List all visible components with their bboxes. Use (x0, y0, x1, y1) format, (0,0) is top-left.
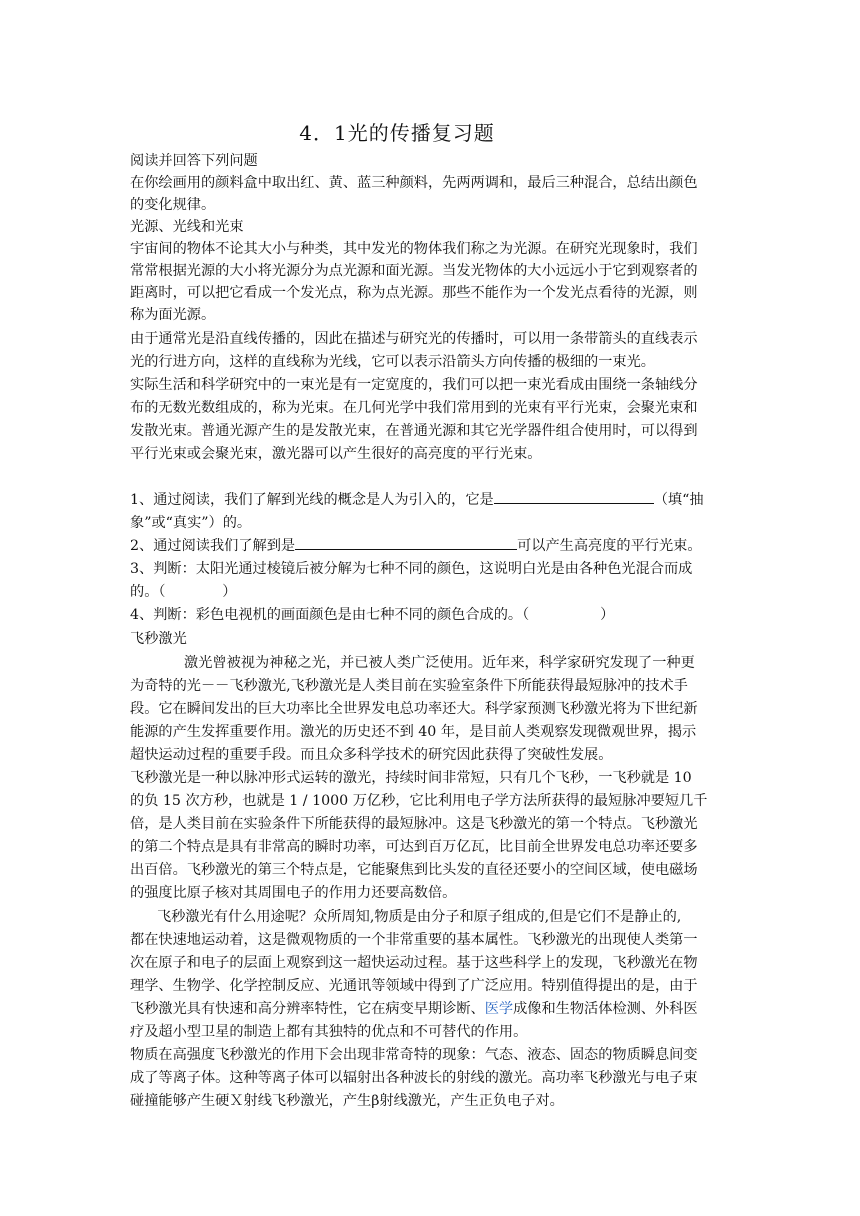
section-heading-femtosecond: 飞秒激光 (130, 631, 187, 647)
question-1-hint: （填“抽 (653, 492, 704, 508)
paragraph-line: 飞秒激光有什么用途呢？众所周知,物质是由分子和原子组成的,但是它们不是静止的, (157, 909, 682, 925)
paragraph-line: 常常根据光源的大小将光源分为点光源和面光源。当发光物体的大小远远小于它到观察者的 (130, 263, 698, 279)
paragraph-line: 疗及超小型卫星的制造上都有其独特的优点和不可替代的作用。 (130, 1024, 528, 1040)
paragraph-line: 激光曾被视为神秘之光，并已被人类广泛使用。近年来，科学家研究发现了一种更 (184, 655, 695, 671)
paragraph-line: 段。它在瞬间发出的巨大功率比全世界发电总功率还大。科学家预测飞秒激光将为下世纪新 (130, 701, 698, 717)
question-1-text: 1、通过阅读，我们了解到光线的概念是人为引入的，它是 (130, 492, 494, 508)
paragraph-line: 平行光束或会聚光束，激光器可以产生很好的高亮度的平行光束。 (130, 446, 542, 462)
question-2-tail: 可以产生高亮度的平行光束。 (517, 538, 702, 554)
paragraph-line: 距离时，可以把它看成一个发光点，称为点光源。那些不能作为一个发光点看待的光源，则 (130, 285, 698, 301)
paragraph-line: 布的无数光数组成的，称为光束。在几何光学中我们常用到的光束有平行光束，会聚光束和 (130, 400, 698, 416)
paragraph-line: 光的行进方向，这样的直线称为光线，它可以表示沿箭头方向传播的极细的一束光。 (130, 354, 655, 370)
medicine-link[interactable]: 医学 (484, 1001, 514, 1017)
paragraph-line: 称为面光源。 (130, 307, 216, 323)
paragraph-line: 出百倍。飞秒激光的第三个特点是，它能聚焦到比头发的直径还要小的空间区域，使电磁场 (130, 862, 698, 878)
question-4-line: 4、判断：彩色电视机的画面颜色是由七种不同的颜色合成的。（ ） (130, 607, 615, 623)
paragraph-line-medical (130, 998, 698, 1020)
paragraph-line: 能源的产生发挥重要作用。激光的历史还不到 40 年，是目前人类观察发现微观世界，揭示 (130, 724, 697, 740)
paragraph-line: 发散光束。普通光源产生的是发散光束，在普通光源和其它光学器件组合使用时，可以得到 (130, 423, 698, 439)
paragraph-line: 次在原子和电子的层面上观察到这一超快运动过程。基于这些科学上的发现，飞秒激光在物 (130, 955, 698, 971)
paragraph-line: 宇宙间的物体不论其大小与种类，其中发光的物体我们称之为光源。在研究光现象时，我们 (130, 241, 698, 257)
question-2-text: 2、通过阅读我们了解到是 (130, 538, 296, 554)
paragraph-line: 理学、生物学、化学控制反应、光通讯等领域中得到了广泛应用。特别值得提出的是，由于 (130, 978, 698, 994)
question-2-line (130, 535, 702, 557)
question-3-line-1: 3、判断：太阳光通过棱镜后被分解为七种不同的颜色，这说明白光是由各种色光混合而成 (130, 561, 693, 577)
medical-line-text-b: 成像和生物活体检测、外科医 (513, 1001, 698, 1017)
paragraph-line: 的负 15 次方秒，也就是 1 / 1000 万亿秒，它比利用电子学方法所获得的最短脉冲要短几千 (130, 793, 708, 809)
paragraph-line: 由于通常光是沿直线传播的，因此在描述与研究光的传播时，可以用一条带箭头的直线表示 (130, 331, 698, 347)
paragraph-line: 实际生活和科学研究中的一束光是有一定宽度的，我们可以把一束光看成由围绕一条轴线分 (130, 377, 698, 393)
paragraph-line: 的强度比原子核对其周围电子的作用力还要高数倍。 (130, 885, 457, 901)
paragraph-line: 都在快速地运动着，这是微观物质的一个非常重要的基本属性。飞秒激光的出现使人类第一 (130, 932, 698, 948)
paragraph-line: 碰撞能够产生硬Ｘ射线飞秒激光，产生β射线激光，产生正负电子对。 (130, 1093, 564, 1109)
paragraph-line: 光源、光线和光束 (130, 219, 244, 235)
paragraph-line: 在你绘画用的颜料盒中取出红、黄、蓝三种颜料，先两两调和，最后三种混合，总结出颜色 (130, 175, 698, 191)
paragraph-line: 的变化规律。 (130, 197, 216, 213)
paragraph-line: 的第二个特点是具有非常高的瞬时功率，可达到百万亿瓦，比目前全世界发电总功率还要多 (130, 839, 698, 855)
medical-line-text-a: 飞秒激光具有快速和高分辨率特性，它在病变早期诊断、 (130, 1001, 485, 1017)
answer-blank-2[interactable] (295, 535, 517, 550)
paragraph-line: 超快运动过程的重要手段。而且众多科学技术的研究因此获得了突破性发展。 (130, 747, 613, 763)
paragraph-line: 为奇特的光－－飞秒激光,飞秒激光是人类目前在实验室条件下所能获得最短脉冲的技术手 (130, 678, 688, 694)
paragraph-line: 倍，是人类目前在实验条件下所能获得的最短脉冲。这是飞秒激光的第一个特点。飞秒激光 (130, 816, 698, 832)
question-3-line-2: 的。（ ） (130, 584, 237, 600)
paragraph-line: 物质在高强度飞秒激光的作用下会出现非常奇特的现象：气态、液态、固态的物质瞬息间变 (130, 1047, 698, 1063)
paragraph-line: 飞秒激光是一种以脉冲形式运转的激光，持续时间非常短，只有几个飞秒，一飞秒就是 10 (130, 770, 692, 786)
paragraph-line: 成了等离子体。这种等离子体可以辐射出各种波长的射线的激光。高功率飞秒激光与电子束 (130, 1070, 698, 1086)
answer-blank-1[interactable] (494, 489, 654, 504)
page-title: 4．1光的传播复习题 (299, 121, 495, 145)
question-1-line-2: 象”或“真实”）的。 (130, 515, 252, 531)
question-1-line-1 (130, 489, 704, 511)
paragraph-line: 阅读并回答下列问题 (130, 153, 258, 169)
